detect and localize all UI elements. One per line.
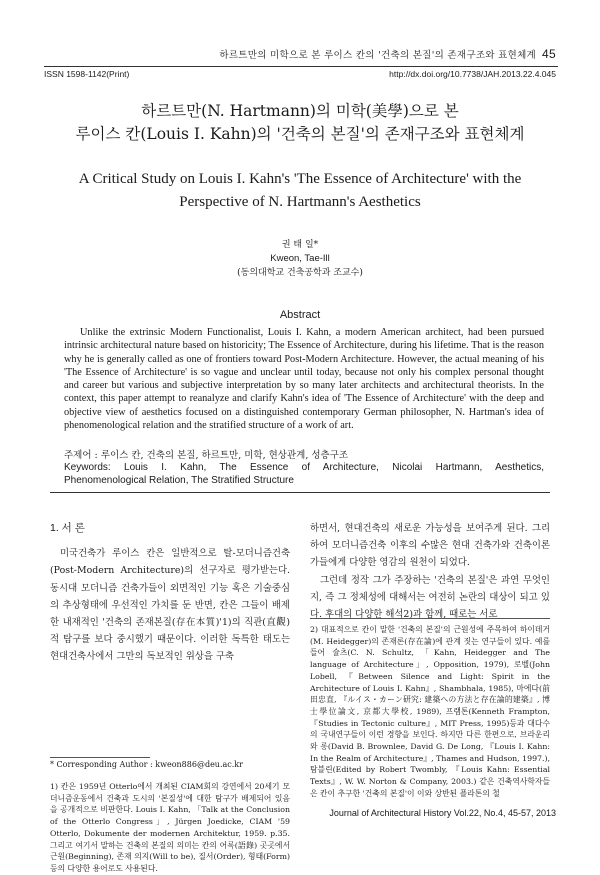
author-block [0, 238, 600, 280]
header-divider [44, 66, 558, 67]
author-affiliation: (동의대학교 건축공학과 조교수) [237, 268, 363, 278]
abstract-heading: Abstract [279, 309, 321, 321]
keywords-english-line-2: Phenomenological Relation, The Stratified Structure [64, 475, 294, 486]
footnote-1: 1) 칸은 1959년 Otterlo에서 개최된 CIAM회의 강연에서 20세기 모더니즘운동에서 건축과 도시의 '본질성'에 대한 탐구가 배제되어 있음을 공개적으로 비판한다. Louis I. Kahn, 「Talk at the Conclusion of the Otterlo Congress」, Jürgen Joedicke, CIAM '59 Otterlo, Dokumente der modernen Architektur, 1959. p.35. 그리고 여기서 말하는 건축의 본질의 의미는 칸의 어록(語錄) 곳곳에서 근원(Beginning), 존재 의지(Will to be), 질서(Order), 형태(Form) 등의 다양한 용어로도 사용된다. [50, 782, 290, 873]
journal-footer: Journal of Architectural History Vol.22, No.4, 45-57, 2013 [329, 808, 556, 818]
body-column-left [50, 520, 290, 666]
footnote-divider-left [50, 757, 150, 758]
intro-paragraph-2: 그런데 정작 그가 주장하는 '건축의 본질'은 과연 무엇인지, 즉 그 정체성에 대해서는 여전히 논란의 대상이 되고 있다. 후대의 다양한 해석2)과 함께, 때로는 서로 [310, 574, 550, 621]
running-head [219, 47, 556, 61]
body-column-right [310, 520, 550, 623]
keywords-english-line-1: Keywords: Louis I. Kahn, The Essence of Architecture, Nicolai Hartmann, Aesthetics, [64, 462, 544, 473]
doi-link[interactable]: http://dx.doi.org/10.7738/JAH.2013.22.4.045 [389, 69, 556, 79]
korean-title-line-2: 루이스 칸(Louis I. Kahn)의 '건축의 본질'의 존재구조와 표현체계 [75, 125, 525, 143]
running-title: 하르트만의 미학으로 본 루이스 칸의 '건축의 본질'의 존재구조와 표현체계 [219, 50, 537, 61]
keywords-korean: 주제어 : 루이스 칸, 건축의 본질, 하르트만, 미학, 현상관계, 성층구조 [64, 450, 349, 461]
footnote-divider-right [310, 618, 550, 619]
abstract-body: Unlike the extrinsic Modern Functionalist, Louis I. Kahn, a modern American architect, had been pursued intrinsic architectural nature based on historicity; The Essence of Architecture, during his lifetime. That is the reason why he is generally called as one of frontiers toward Post-Modern Architecture. However, the actual meaning of his 'The Essence of Architecture' is so vague and unclear until today, because not only his complex personal thought and career but various and subjective interpretation by so many later architects and architectural theorists. In the context, this paper attempt to reanalyze and clarify Kahn's idea of 'The Essence of Architecture' with the deep and objective view of aesthetics focused on a distinguished contemporary German philosopher, N. Hartman's idea of phenomenological relation and the stratified structure of a work of art. [64, 327, 544, 432]
issn: ISSN 1598-1142(Print) [44, 69, 130, 79]
author-korean-name: 권 태 일* [281, 240, 319, 250]
english-title-line-2: Perspective of N. Hartmann's Aesthetics [179, 194, 421, 210]
korean-title [0, 100, 600, 146]
english-title [0, 168, 600, 214]
author-english-name: Kweon, Tae-Ill [270, 253, 330, 264]
intro-paragraph-1: 미국건축가 루이스 칸은 일반적으로 탈-모더니즘건축(Post-Modern Architecture)의 선구자로 평가받는다. 동시대 모더니즘 건축가들이 외면적인 기능 혹은 기술중심의 추상형태에 우선적인 가치를 둔 반면, 칸은 그들이 배제한 내재적인 '건축의 존재본질(存在本質)'1)의 직관(直觀)적 탐구를 보다 중시했기 때문이다. 이러한 독특한 태도는 현대건축사에서 그만의 독보적인 위상을 구축 [50, 548, 290, 663]
english-title-line-1: A Critical Study on Louis I. Kahn's 'The Essence of Architecture' with the [78, 171, 522, 187]
section-heading: 1. 서 론 [50, 522, 85, 534]
footnote-2: 2) 대표적으로 칸이 말한 '건축의 본질'의 근원성에 주목하여 하이데거(M. Heidegger)의 존재론(存在論)에 관계 짓는 연구들이 있다. 예를 들어 슐츠(C. N. Schultz, 「Kahn, Heidegger and The language of Architecture」, Opposition, 1979), 로벨(John Lobell, 『Between Silence and Light: Spirit in the Architecture of Louis I. Kahn』, Shambhala, 1985), 마에다(前田忠直, 『ルイス・カーン研究: 建築への方法と存在論的建築』, 博士學位論文, 京都大學校, 1989), 프램톤(Kenneth Frampton, 『Studies in Tectonic culture』, MIT Press, 1995)등과 대다수의 국내연구들이 이런 경향을 보인다. 하지만 다른 한편으로, 브라운리와 롱(David B. Brownlee, David G. De Long, 『Louis I. Kahn: In the Realm of Architecture』, Thames and Hudson, 1997.), 탐블린(Edited by Robert Twombly, 『Louis Kahn: Essential Texts』, W. W. Norton & Company, 2003.) 같은 건축역사학자들은 칸이 추구한 '건축의 본질'이 이와 상반된 플라톤의 철 [310, 625, 550, 798]
korean-title-line-1: 하르트만(N. Hartmann)의 미학(美學)으로 본 [141, 102, 459, 120]
keywords-divider [50, 492, 550, 493]
corresponding-author: * Corresponding Author : kweon886@deu.ac.kr [50, 760, 243, 769]
page-number: 45 [542, 47, 556, 61]
intro-paragraph-continued: 하면서, 현대건축의 새로운 가능성을 보여주게 된다. 그리하여 모더니즘건축 이후의 수많은 현대 건축가와 건축이론가들에게 다양한 영감의 원천이 되었다. [310, 523, 550, 569]
